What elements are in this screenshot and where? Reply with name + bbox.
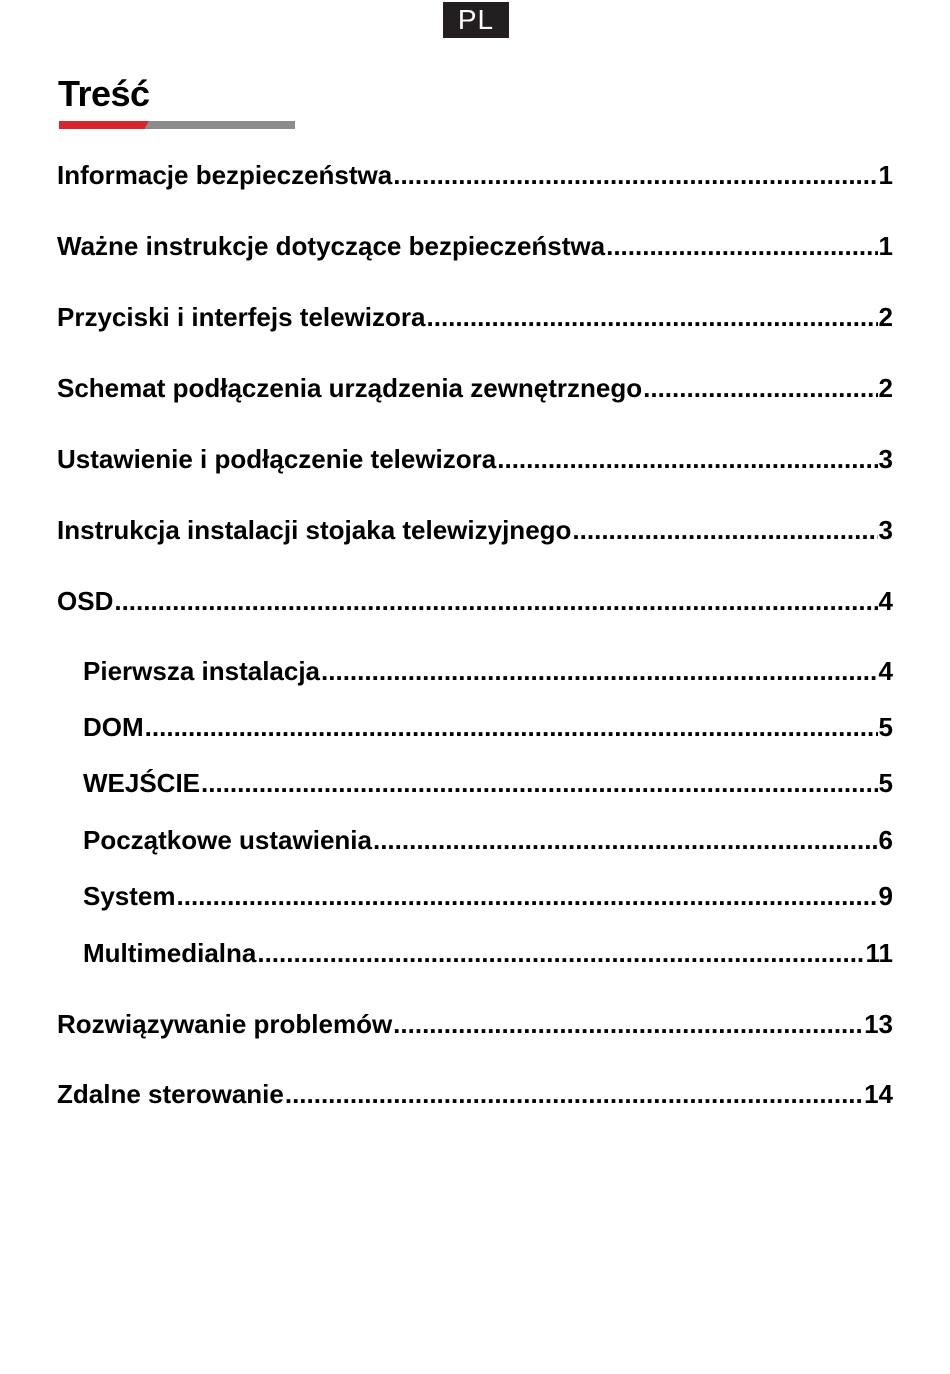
- toc-entry-label: Rozwiązywanie problemów: [57, 1009, 393, 1039]
- toc-entry[interactable]: [57, 1006, 893, 1042]
- toc-entry[interactable]: [57, 228, 893, 264]
- toc-subentry[interactable]: [83, 653, 893, 689]
- toc-subentry[interactable]: [83, 878, 893, 914]
- toc-leader-dots: [643, 370, 877, 406]
- toc-entry[interactable]: [57, 512, 893, 548]
- toc-entry-label: Ustawienie i podłączenie telewizora: [57, 444, 497, 474]
- toc-leader-dots: [177, 878, 878, 914]
- toc-entry[interactable]: [57, 583, 893, 619]
- toc-entry-page: 6: [878, 825, 893, 855]
- toc-entry-page: 2: [878, 302, 893, 332]
- toc-subentry[interactable]: [83, 935, 893, 971]
- toc-subentry[interactable]: [83, 765, 893, 801]
- toc-entry-page: 5: [878, 768, 893, 798]
- toc-leader-dots: [285, 1076, 863, 1112]
- toc-entry-page: 9: [878, 881, 893, 911]
- toc-entry[interactable]: [57, 441, 893, 477]
- toc-entry-label: Multimedialna: [83, 938, 257, 968]
- toc-leader-dots: [201, 765, 878, 801]
- toc-entry-page: 1: [878, 231, 893, 261]
- toc-leader-dots: [606, 228, 877, 264]
- toc-leader-dots: [373, 822, 878, 858]
- toc-entry-page: 3: [878, 515, 893, 545]
- toc-leader-dots: [393, 1006, 863, 1042]
- toc-entry-label: System: [83, 881, 176, 911]
- toc-leader-dots: [427, 299, 878, 335]
- toc-leader-dots: [497, 441, 877, 477]
- toc-entry-label: DOM: [83, 712, 144, 742]
- title-underline-red: [59, 121, 149, 129]
- page-title: Treść: [58, 73, 150, 114]
- toc-entry-page: 5: [878, 712, 893, 742]
- toc-entry-label: Początkowe ustawienia: [83, 825, 372, 855]
- toc-leader-dots: [145, 709, 878, 745]
- toc-subentry[interactable]: [83, 709, 893, 745]
- toc-leader-dots: [393, 157, 877, 193]
- toc-leader-dots: [572, 512, 877, 548]
- toc-entry[interactable]: [57, 299, 893, 335]
- language-badge: PL: [443, 2, 509, 38]
- toc-subentry[interactable]: [83, 822, 893, 858]
- toc-entry-label: Informacje bezpieczeństwa: [57, 160, 393, 190]
- toc-entry-label: Pierwsza instalacja: [83, 656, 321, 686]
- toc-entry-label: WEJŚCIE: [83, 768, 201, 798]
- title-underline: [59, 121, 295, 129]
- toc-leader-dots: [321, 653, 878, 689]
- toc-entry[interactable]: [57, 157, 893, 193]
- toc-leader-dots: [257, 935, 864, 971]
- toc-entry-label: OSD: [57, 586, 114, 616]
- toc-entry[interactable]: [57, 370, 893, 406]
- toc-entry-page: 2: [878, 373, 893, 403]
- toc-entry-page: 1: [878, 160, 893, 190]
- toc-entry-page: 11: [865, 938, 893, 968]
- title-underline-gray: [145, 121, 295, 129]
- toc-entry-label: Przyciski i interfejs telewizora: [57, 302, 426, 332]
- toc-entry-label: Instrukcja instalacji stojaka telewizyjnego: [57, 515, 572, 545]
- toc-entry-label: Zdalne sterowanie: [57, 1079, 284, 1109]
- toc-entry-page: 13: [864, 1009, 893, 1039]
- toc-leader-dots: [114, 583, 877, 619]
- toc-entry-page: 4: [878, 586, 893, 616]
- toc-entry-page: 4: [878, 656, 893, 686]
- toc-entry-label: Schemat podłączenia urządzenia zewnętrznego: [57, 373, 643, 403]
- toc-entry-page: 14: [864, 1079, 893, 1109]
- toc-entry-label: Ważne instrukcje dotyczące bezpieczeństwa: [57, 231, 606, 261]
- toc-entry[interactable]: [57, 1076, 893, 1112]
- toc-entry-page: 3: [878, 444, 893, 474]
